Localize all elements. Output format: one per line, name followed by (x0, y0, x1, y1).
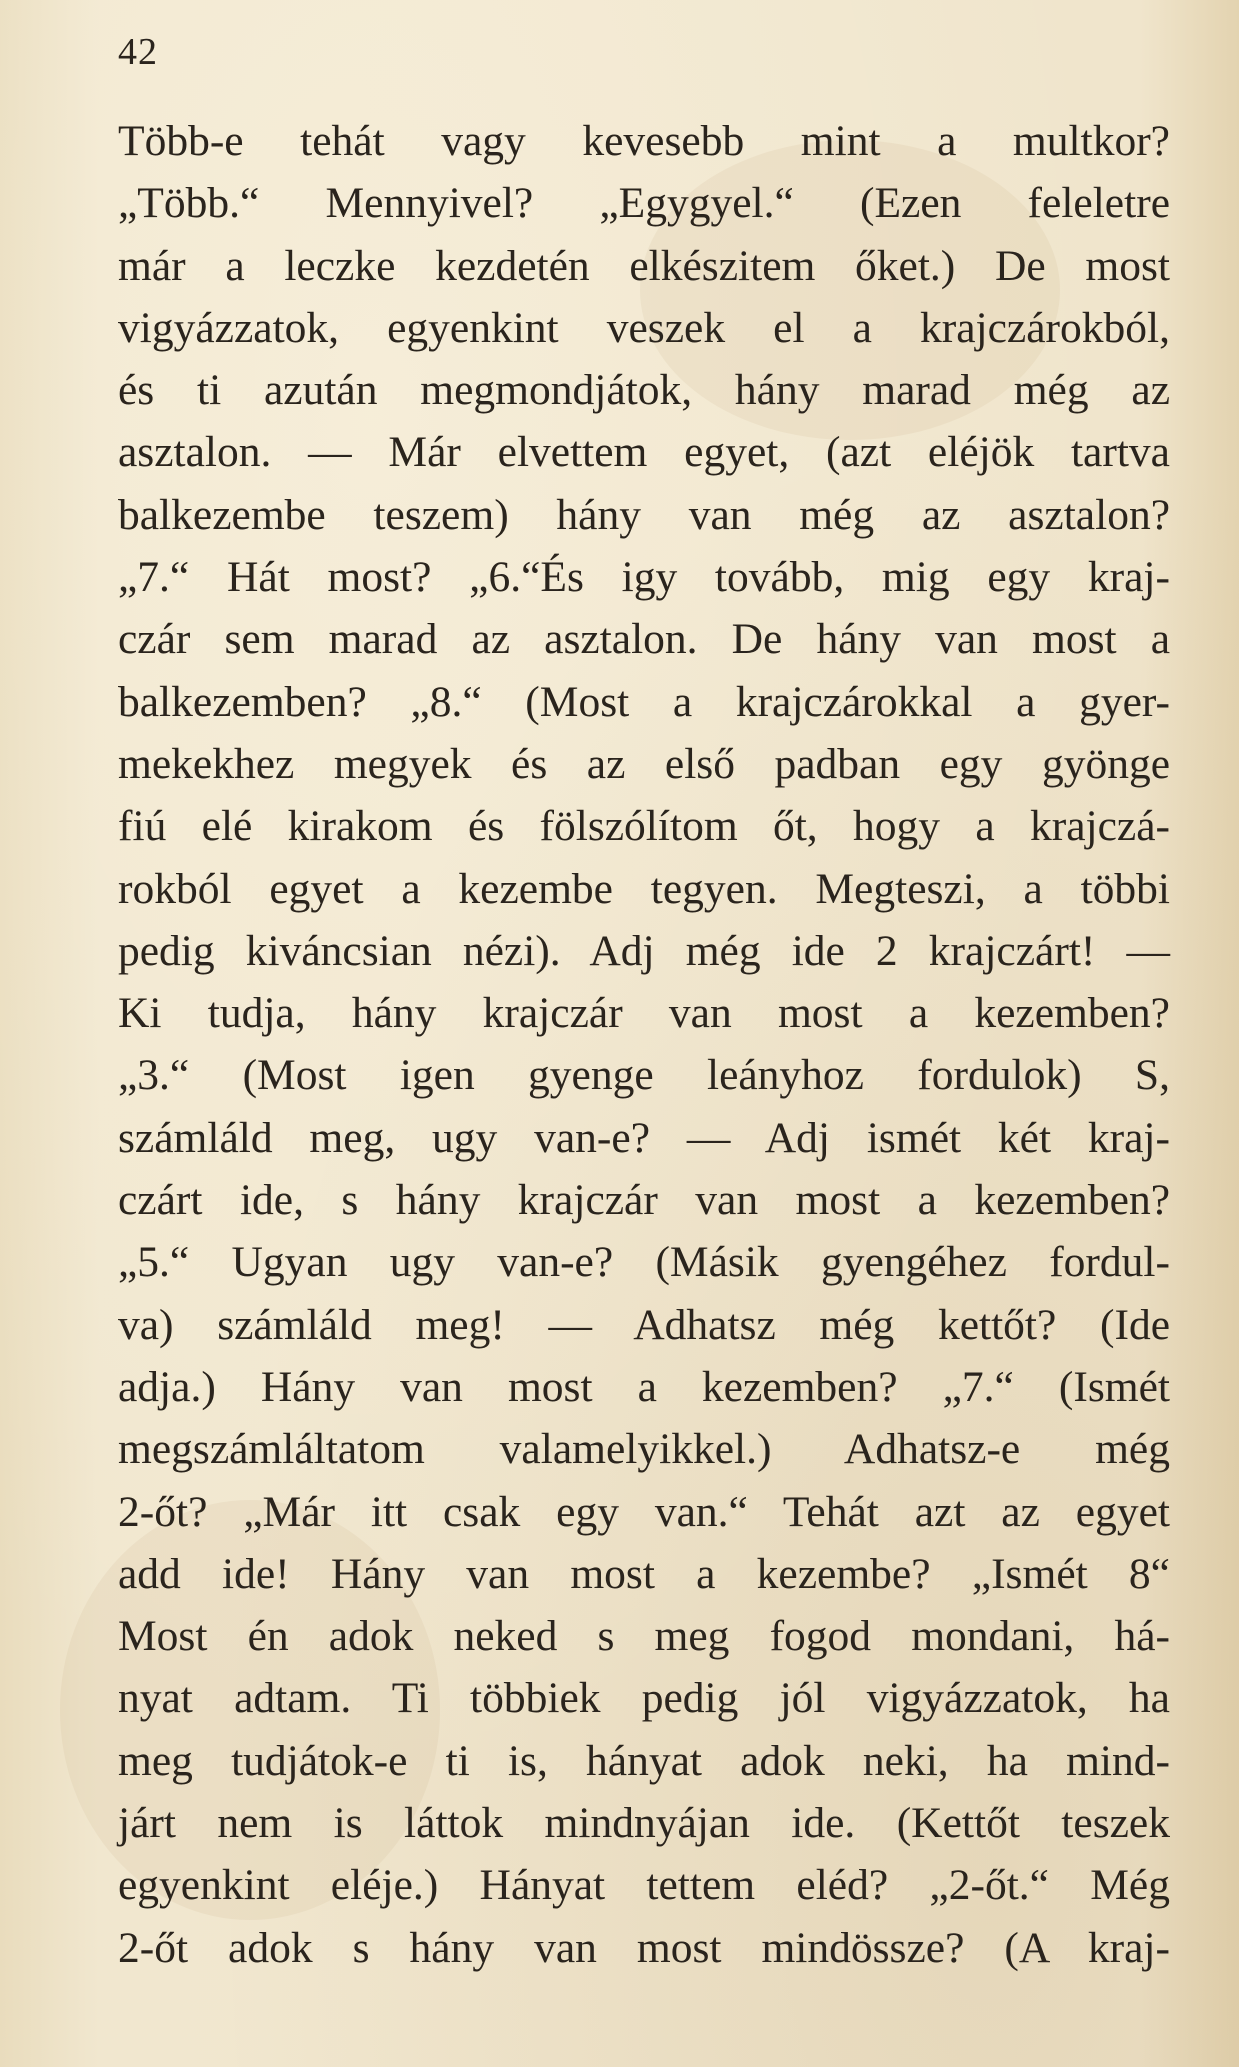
text-line: rokból egyet a kezembe tegyen. Megteszi, a többi (118, 864, 1170, 913)
text-line: egyenkint eléje.) Hányat tettem eléd? „2-őt.“ Még (118, 1861, 1170, 1910)
text-line: add ide! Hány van most a kezembe? „Ismét 8“ (118, 1549, 1170, 1598)
text-line: balkezembe teszem) hány van még az asztalon? (118, 490, 1170, 539)
text-line: czárt ide, s hány krajczár van most a kezemben? (118, 1176, 1170, 1225)
text-line: 2-őt? „Már itt csak egy van.“ Tehát azt az egyet (118, 1487, 1170, 1536)
text-line: és ti azután megmondjátok, hány marad még az (118, 366, 1170, 415)
text-line: Több-e tehát vagy kevesebb mint a multkor? (118, 117, 1170, 165)
text-line: Most én adok neked s meg fogod mondani, há- (118, 1612, 1170, 1661)
text-line: 2-őt adok s hány van most mindössze? (A kraj- (118, 1923, 1170, 1972)
text-line: számláld meg, ugy van-e? — Adj ismét két kraj- (118, 1113, 1170, 1162)
text-line: czár sem marad az asztalon. De hány van most a (118, 615, 1170, 664)
text-line: fiú elé kirakom és fölszólítom őt, hogy a krajczá- (118, 802, 1170, 851)
text-line: pedig kiváncsian nézi). Adj még ide 2 krajczárt! — (118, 926, 1170, 975)
text-line: „7.“ Hát most? „6.“És igy tovább, mig egy kraj- (118, 553, 1170, 602)
body-text (118, 110, 1170, 1979)
text-line: Ki tudja, hány krajczár van most a kezemben? (118, 989, 1170, 1038)
text-line: meg tudjátok-e ti is, hányat adok neki, ha mind- (118, 1736, 1170, 1785)
text-line: „3.“ (Most igen gyenge leányhoz fordulok) S, (118, 1051, 1170, 1100)
text-line: vigyázzatok, egyenkint veszek el a krajczárokból, (118, 303, 1170, 352)
text-line: nyat adtam. Ti többiek pedig jól vigyázzatok, ha (118, 1674, 1170, 1723)
text-line: asztalon. — Már elvettem egyet, (azt eléjök tartva (118, 428, 1170, 477)
text-line: már a leczke kezdetén elkészitem őket.) De most (118, 241, 1170, 290)
text-line: va) számláld meg! — Adhatsz még kettőt? (Ide (118, 1300, 1170, 1349)
text-line: mekekhez megyek és az első padban egy gyönge (118, 739, 1170, 788)
text-line: „5.“ Ugyan ugy van-e? (Másik gyengéhez fordul- (118, 1238, 1170, 1287)
page-number: 42 (118, 31, 158, 73)
text-line: balkezemben? „8.“ (Most a krajczárokkal a gyer- (118, 677, 1170, 726)
text-line: járt nem is láttok mindnyájan ide. (Kettőt teszek (118, 1799, 1170, 1848)
text-line: „Több.“ Mennyivel? „Egygyel.“ (Ezen feleletre (118, 179, 1170, 228)
text-line: adja.) Hány van most a kezemben? „7.“ (Ismét (118, 1362, 1170, 1411)
text-line: megszámláltatom valamelyikkel.) Adhatsz-e még (118, 1425, 1170, 1474)
